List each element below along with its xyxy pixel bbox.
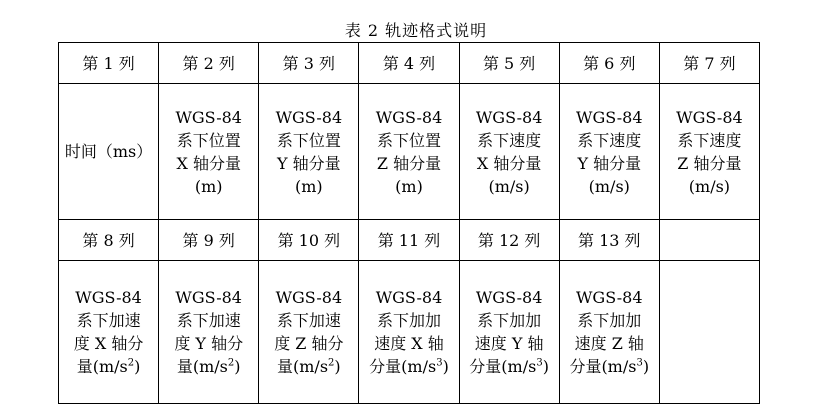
- table-cell: [459, 261, 559, 404]
- table-cell: [159, 84, 259, 220]
- cell-text: 时间（ms）: [64, 142, 153, 161]
- cell-text: WGS-84 系下加速 度 X 轴分 量$(m/s^2)$: [73, 288, 144, 376]
- cell-text: WGS-84 系下位置 Y 轴分量 (m): [275, 107, 343, 196]
- column-header: 第 7 列: [659, 43, 759, 84]
- column-header: 第 13 列: [559, 220, 659, 261]
- cell-text: WGS-84 系下加加 速度 Z 轴 分量$(m/s^3)$: [569, 288, 650, 376]
- column-header: 第 2 列: [159, 43, 259, 84]
- table-cell: [259, 84, 359, 220]
- table-cell: [259, 261, 359, 404]
- cell-text: WGS-84 系下速度 Y 轴分量 (m/s): [576, 107, 643, 196]
- column-header: 第 6 列: [559, 43, 659, 84]
- trajectory-format-table: [58, 42, 760, 404]
- table-cell: [59, 261, 159, 404]
- cell-text: WGS-84 系下位置 Z 轴分量 (m): [375, 107, 443, 196]
- column-header: 第 10 列: [259, 220, 359, 261]
- column-header: 第 1 列: [59, 43, 159, 84]
- cell-text: WGS-84 系下加速 度 Z 轴分 量$(m/s^2)$: [274, 288, 344, 376]
- column-header: 第 11 列: [359, 220, 459, 261]
- column-header: 第 4 列: [359, 43, 459, 84]
- table-cell: [159, 261, 259, 404]
- table-cell: [359, 84, 459, 220]
- cell-text: WGS-84 系下速度 Z 轴分量 (m/s): [676, 107, 743, 196]
- table-cell: [559, 261, 659, 404]
- table-caption: 表 2 轨迹格式说明: [344, 21, 488, 40]
- column-header: 第 12 列: [459, 220, 559, 261]
- table-header-row: [59, 43, 760, 84]
- table-cell: [559, 84, 659, 220]
- cell-text: WGS-84 系下加加 速度 X 轴 分量$(m/s^3)$: [369, 288, 449, 376]
- column-header: 第 9 列: [159, 220, 259, 261]
- column-header: 第 8 列: [59, 220, 159, 261]
- cell-text: WGS-84 系下位置 X 轴分量 (m): [175, 107, 242, 196]
- column-header: 第 3 列: [259, 43, 359, 84]
- table-row: [59, 84, 760, 220]
- table-header-row: [59, 220, 760, 261]
- cell-text: WGS-84 系下加加 速度 Y 轴 分量$(m/s^3)$: [469, 288, 549, 376]
- cell-text: WGS-84 系下加速 度 Y 轴分 量$(m/s^2)$: [174, 288, 244, 376]
- table-cell: [659, 84, 759, 220]
- table-cell: [59, 84, 159, 220]
- column-header: 第 5 列: [459, 43, 559, 84]
- table-cell: [459, 84, 559, 220]
- table-cell: [359, 261, 459, 404]
- table-row: [59, 261, 760, 404]
- cell-text: WGS-84 系下速度 X 轴分量 (m/s): [475, 107, 543, 196]
- table-cell: [659, 261, 759, 404]
- column-header: [659, 220, 759, 261]
